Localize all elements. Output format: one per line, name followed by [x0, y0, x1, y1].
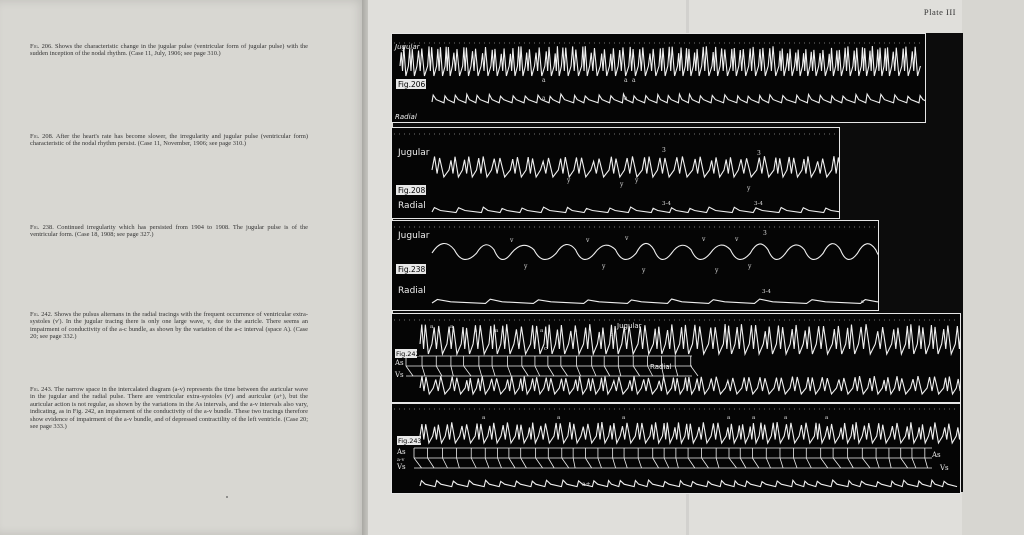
mark-a: a: [752, 415, 756, 421]
mark-v: v: [625, 235, 629, 242]
mark-v: v: [702, 236, 706, 243]
vs-label-right: Vs: [940, 464, 949, 472]
caption-fig-238: Fig. 238. Continued irregularity which has persisted from 1904 to 1908. The jugular pulse is of the ventricular form. (Case 18, 1908; see page 327.): [30, 224, 308, 239]
plate-label: Plate III: [923, 7, 956, 17]
mark-3-4: 3-4: [754, 201, 763, 207]
mark-c: c: [610, 332, 614, 338]
mark-y: y: [747, 185, 751, 192]
caption-fig-206: Fig. 206. Shows the characteristic change in the jugular pulse (ventricular form of jugular pulse) with the sudden inception of the nodal rhythm. (Case 11, July, 1906; see page 310.): [30, 43, 309, 58]
vs-label: Vs: [395, 371, 404, 379]
radial-label: Radial: [650, 363, 672, 371]
av-label: a-v: [397, 457, 405, 463]
mark-a: a: [495, 328, 499, 334]
mark-3: 3: [763, 230, 767, 237]
mark-a-plus: a+: [582, 481, 591, 488]
mark-y: y: [602, 263, 606, 270]
radial-label: Radial: [398, 201, 426, 211]
mark-y: y: [635, 177, 639, 184]
caption-fig-208: Fig. 208. After the heart's rate has become slower, the irregularity and jugular pulse (ventricular form) characteristic of the nodal rhythm persist. (Case 11, November, 1906; see page 310.): [30, 133, 308, 148]
radial-label: Radial: [395, 113, 417, 121]
figure-label: Fig.206: [398, 80, 426, 89]
mark-y: y: [715, 267, 719, 274]
jugular-trace: [432, 156, 839, 177]
mark-a: a: [727, 415, 731, 421]
jugular-trace: [432, 243, 878, 259]
intercalated-diagram: [414, 448, 932, 468]
mark-a: a: [825, 415, 829, 421]
panel-fig-206: [391, 33, 926, 123]
page-edge: [962, 0, 1024, 535]
mark-a: a: [542, 77, 546, 84]
as-label: As: [397, 448, 406, 456]
mark-y: y: [620, 181, 624, 188]
mark-a: a: [542, 95, 546, 102]
mark-a: a: [624, 95, 628, 102]
mark-y: y: [567, 177, 571, 184]
jugular-trace: [420, 422, 960, 443]
mark-y: y: [642, 267, 646, 274]
panel-fig-208: [391, 127, 840, 219]
vs-label: Vs: [397, 463, 406, 471]
panel-fig-238: [391, 220, 879, 311]
as-label: As: [395, 359, 404, 367]
mark-3-4: 3-4: [762, 289, 771, 295]
mark-y: y: [524, 263, 528, 270]
mark-c: c: [544, 346, 548, 352]
mark-v: v: [735, 236, 739, 243]
mark-a: a: [540, 328, 544, 334]
page-speck: [226, 496, 228, 498]
mark-v: v: [586, 237, 590, 244]
mark-a: a: [624, 77, 628, 84]
jugular-label: Jugular: [398, 148, 430, 158]
panel-fig-243: [391, 403, 961, 494]
mark-a: a: [784, 415, 788, 421]
mark-a: a: [632, 77, 636, 84]
radial-trace: [432, 94, 925, 103]
mark-a: a: [450, 324, 454, 330]
mark-a: a: [574, 328, 578, 334]
figure-label: Fig.238: [398, 265, 426, 274]
jugular-trace: [400, 46, 920, 76]
caption-fig-243: Fig. 243. The narrow space in the intercalated diagram (a-v) represents the time between the auricular wave in the jugular and the radial pulse. There are ventricular extra-systoles (v') and auricular (a+), but the auricular action is not regular, as shown by the variations in the As intervals, and the a-v intervals also vary, indicating, as in Fig. 242, an impairment of the conductivity of the a-v bundle. These two tracings therefore show evidence of impairment of the a-v bundle, and of depressed contractility of the left ventricle. (Case 20; see page 333.): [30, 386, 309, 431]
left-page: [0, 0, 366, 535]
radial-trace: [432, 299, 878, 303]
mark-e: e: [861, 299, 865, 305]
jugular-trace: [420, 324, 960, 354]
mark-3: 3: [757, 150, 761, 157]
jugular-label: Jugular: [398, 231, 430, 241]
mark-a: a: [557, 415, 561, 421]
jugular-label: Jugular: [395, 43, 420, 51]
mark-a: a: [622, 415, 626, 421]
radial-trace: [432, 207, 839, 212]
figure-label: Fig.208: [398, 186, 426, 195]
mark-y: y: [748, 263, 752, 270]
caption-fig-242: Fig. 242. Shows the pulsus alternans in the radial tracings with the frequent occurrence of ventricular extra-systoles (v'). In the jugular tracing there is only one large wave, v, due to the auricle. There seems an impairment of conductivity of the a-c bundle, as shown by the variation of the a-c interval (space A). (Case 20; see page 332.): [30, 311, 308, 341]
jugular-label: Jugular: [617, 322, 642, 330]
mark-3: 3: [662, 147, 666, 154]
radial-trace: [420, 376, 960, 394]
radial-label: Radial: [398, 286, 426, 296]
figure-label: Fig.242: [396, 350, 420, 358]
mark-v: v: [510, 237, 514, 244]
as-label-right: As: [932, 451, 941, 459]
figure-label: Fig.243: [398, 437, 422, 445]
mark-a: a: [474, 328, 478, 334]
mark-a: a: [482, 415, 486, 421]
radial-trace: [420, 480, 957, 487]
panel-fig-242: [391, 313, 961, 403]
mark-a: a: [430, 324, 434, 330]
mark-3-4: 3-4: [662, 201, 671, 207]
